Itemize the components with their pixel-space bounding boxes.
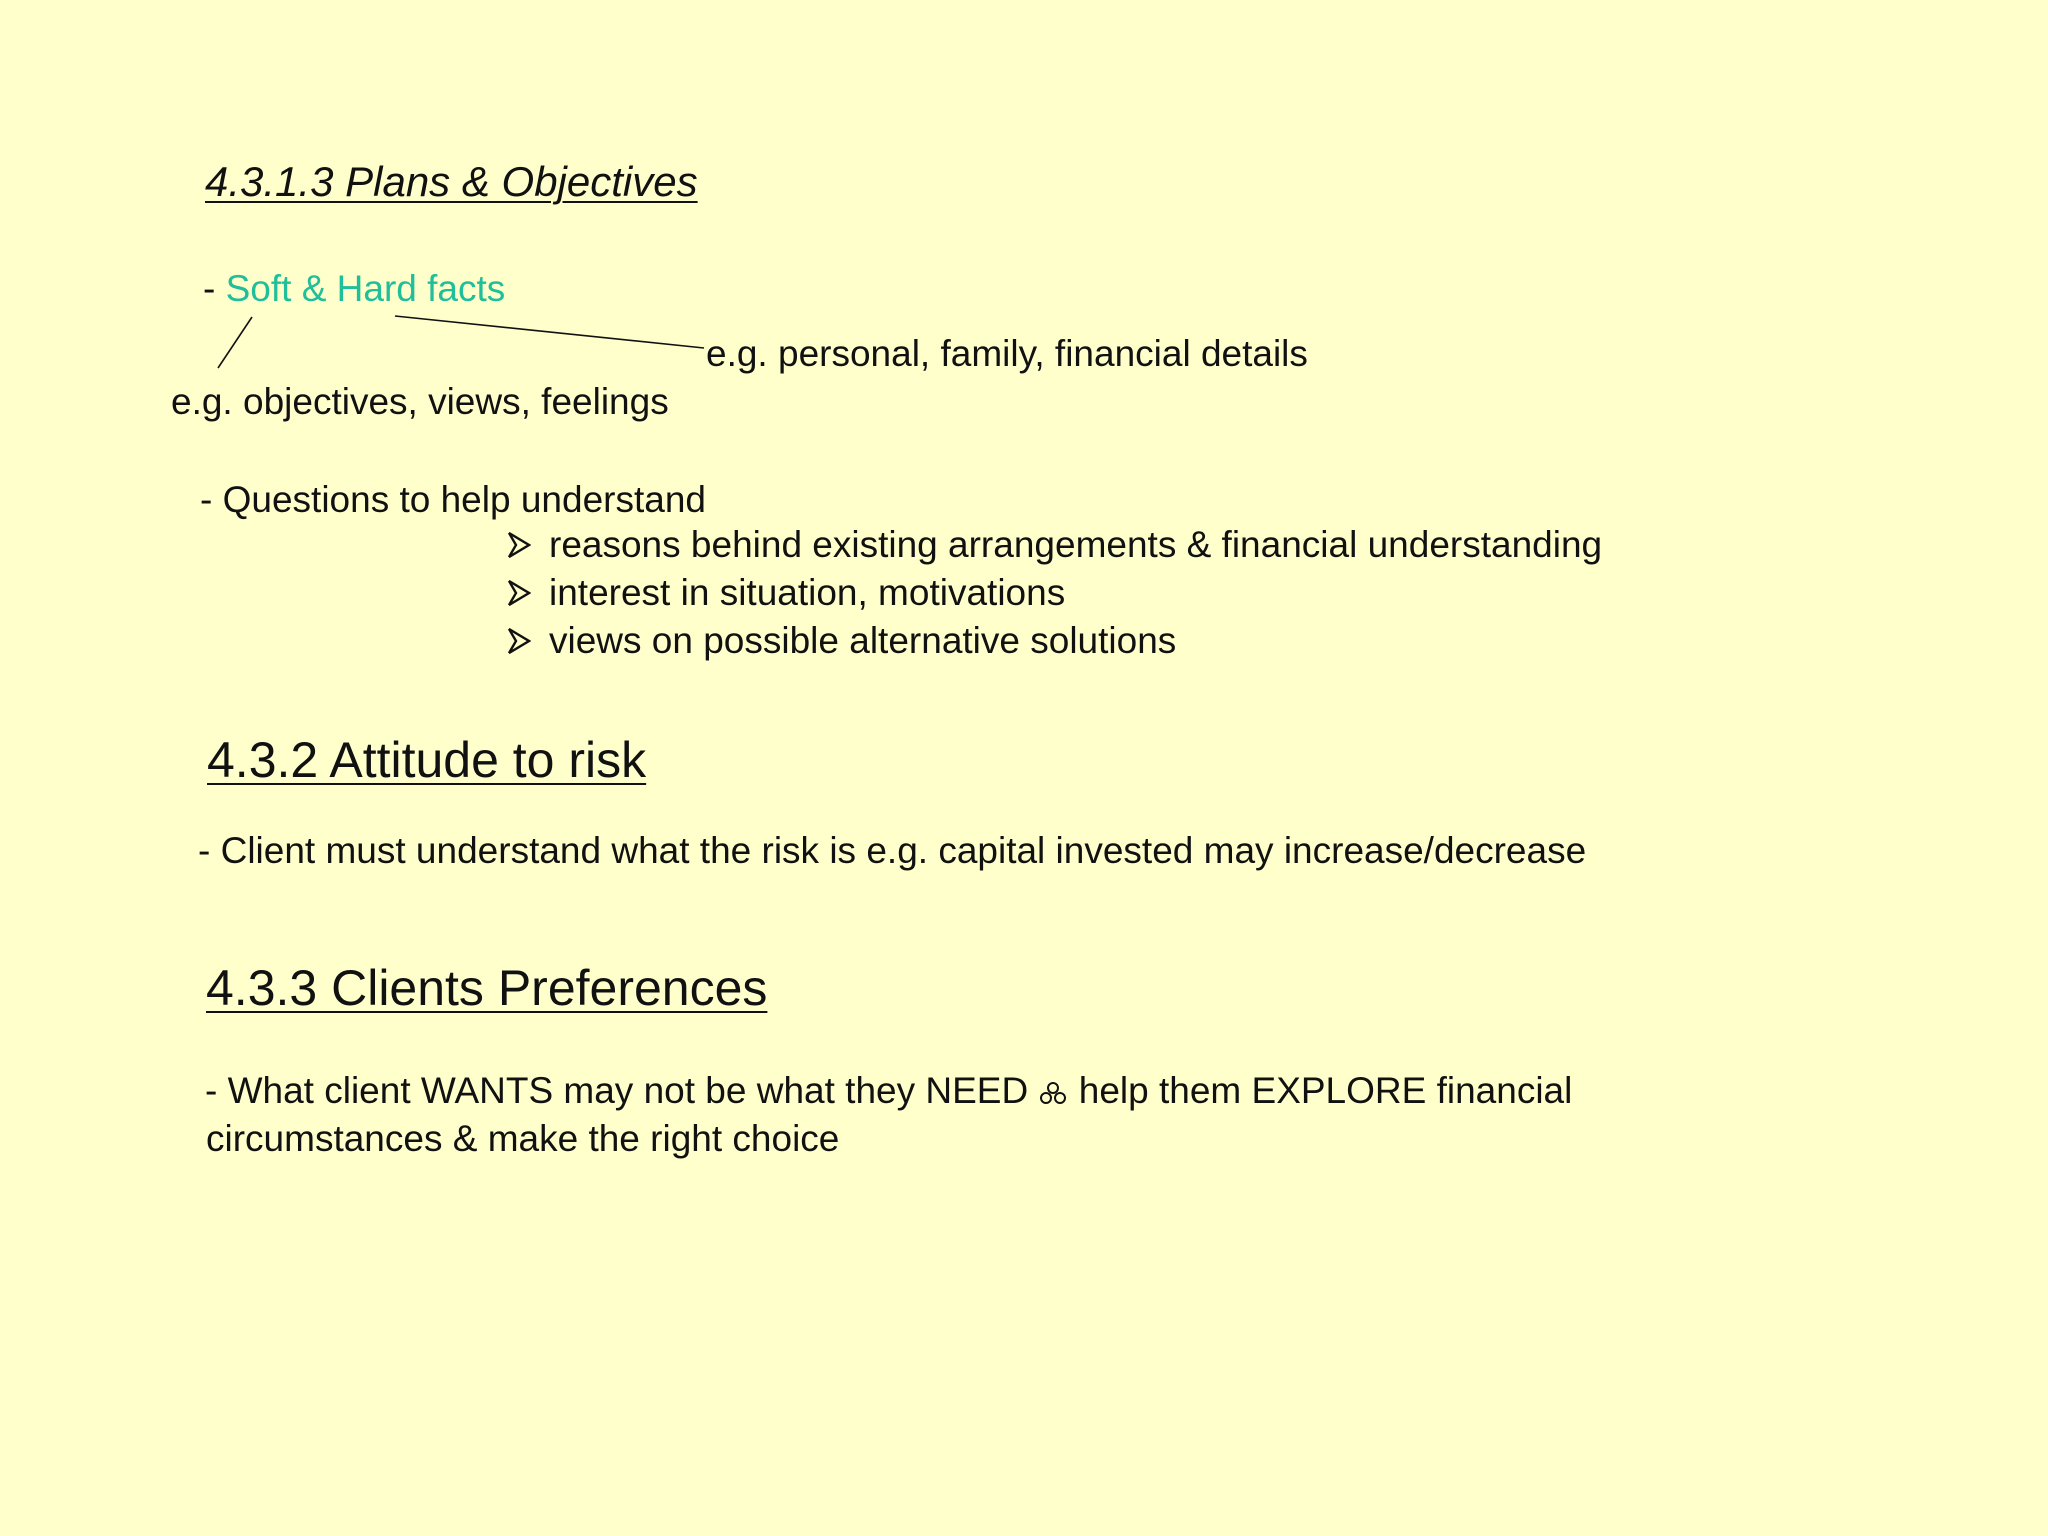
preferences-text-line-1 bbox=[205, 1072, 1572, 1109]
bullet-text: views on possible alternative solutions bbox=[549, 620, 1177, 661]
arrow-bullet-icon bbox=[507, 628, 531, 654]
bullet-text: reasons behind existing arrangements & financial understanding bbox=[549, 524, 1603, 565]
preferences-text-before: - What client WANTS may not be what they NEED bbox=[205, 1070, 1039, 1111]
risk-understanding-text: - Client must understand what the risk is e.g. capital invested may increase/decrease bbox=[198, 830, 1587, 871]
hard-facts-example: e.g. personal, family, financial details bbox=[706, 333, 1308, 374]
hard-facts-connector bbox=[395, 316, 704, 348]
preferences-text-line-2: circumstances & make the right choice bbox=[206, 1118, 840, 1159]
list-item bbox=[507, 526, 1602, 563]
list-item bbox=[507, 622, 1176, 659]
soft-facts-example: e.g. objectives, views, feelings bbox=[171, 381, 669, 422]
soft-facts-connector bbox=[218, 317, 252, 368]
questions-intro: - Questions to help understand bbox=[200, 479, 706, 520]
list-item bbox=[507, 574, 1065, 611]
arrow-bullet-icon bbox=[507, 532, 531, 558]
facts-line bbox=[203, 270, 505, 307]
heading-clients-preferences: 4.3.3 Clients Preferences bbox=[206, 960, 768, 1016]
arrow-bullet-icon bbox=[507, 580, 531, 606]
bullet-text: interest in situation, motivations bbox=[549, 572, 1066, 613]
soft-hard-facts-label: Soft & Hard facts bbox=[225, 268, 506, 309]
facts-dash: - bbox=[203, 268, 226, 309]
heading-attitude-to-risk: 4.3.2 Attitude to risk bbox=[207, 732, 647, 788]
three-circles-icon bbox=[1038, 1080, 1068, 1106]
heading-plans-objectives: 4.3.1.3 Plans & Objectives bbox=[205, 158, 698, 205]
preferences-text-after: help them EXPLORE financial bbox=[1068, 1070, 1573, 1111]
